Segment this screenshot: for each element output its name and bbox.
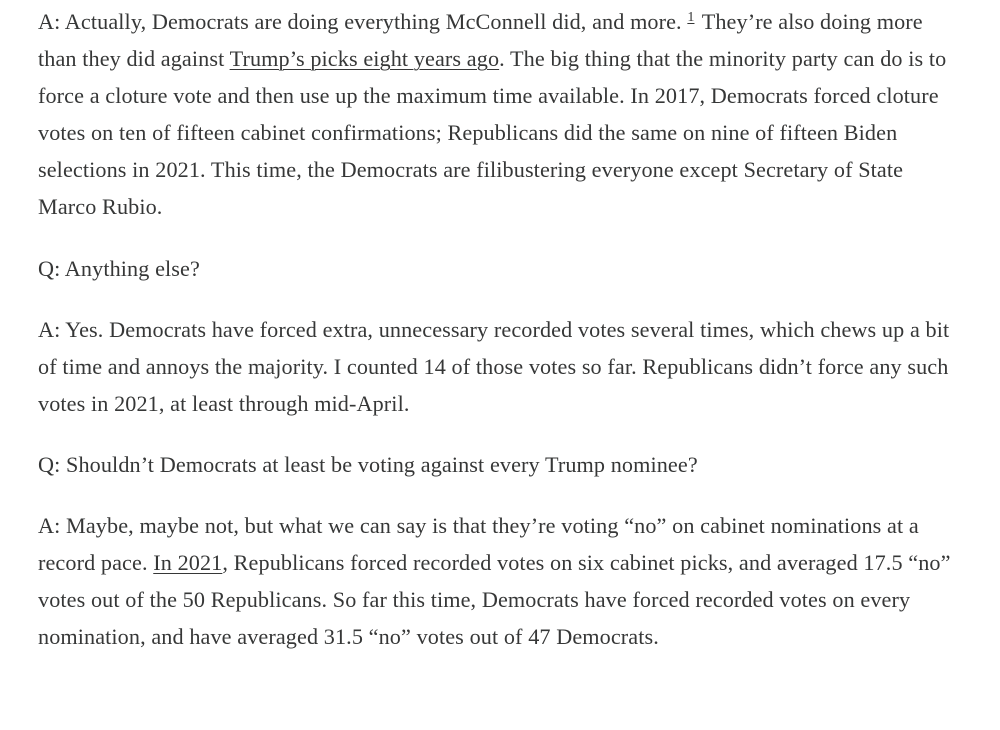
trumps-picks-link[interactable]: Trump’s picks eight years ago	[229, 46, 500, 72]
answer-3-text-end: , Republicans forced recorded votes on six cabinet picks, and averaged 17.5 “no” votes out of the 50 Republicans. So far this time, Democrats have forced recorded votes on every nomination, and have averaged 31.5 “no” votes out of 47 Democrats.	[38, 550, 951, 650]
answer-paragraph-2: A: Yes. Democrats have forced extra, unnecessary recorded votes several times, which chews up a bit of time and annoys the majority. I counted 14 of those votes so far. Republicans didn’t force any such votes in 2021, at least through mid-April.	[38, 316, 950, 416]
answer-1-text-middle: They’re also doing more than they did against	[38, 9, 923, 72]
question-2: Q: Anything else?	[38, 255, 200, 281]
answer-1-text-end: . The big thing that the minority party can do is to force a cloture vote and then use up the maximum time available. In 2017, Democrats forced cloture votes on ten of fifteen cabinet confirmations; Republicans did the same on nine of fifteen Biden selections in 2021. This time, the Democrats are filibustering everyone except Secretary of State Marco Rubio.	[38, 46, 947, 220]
in-2021-link[interactable]: In 2021	[153, 550, 223, 576]
answer-paragraph-3	[38, 507, 958, 655]
answer-paragraph-1	[38, 3, 958, 226]
answer-1-text-start: A: Actually, Democrats are doing everything McConnell did, and more.	[38, 9, 688, 34]
answer-3-text-start: A: Maybe, maybe not, but what we can say is that they’re voting “no” on cabinet nominations at a record pace.	[38, 513, 919, 576]
footnote-link-1[interactable]: 1	[687, 9, 695, 25]
question-3: Q: Shouldn’t Democrats at least be voting against every Trump nominee?	[38, 451, 698, 477]
